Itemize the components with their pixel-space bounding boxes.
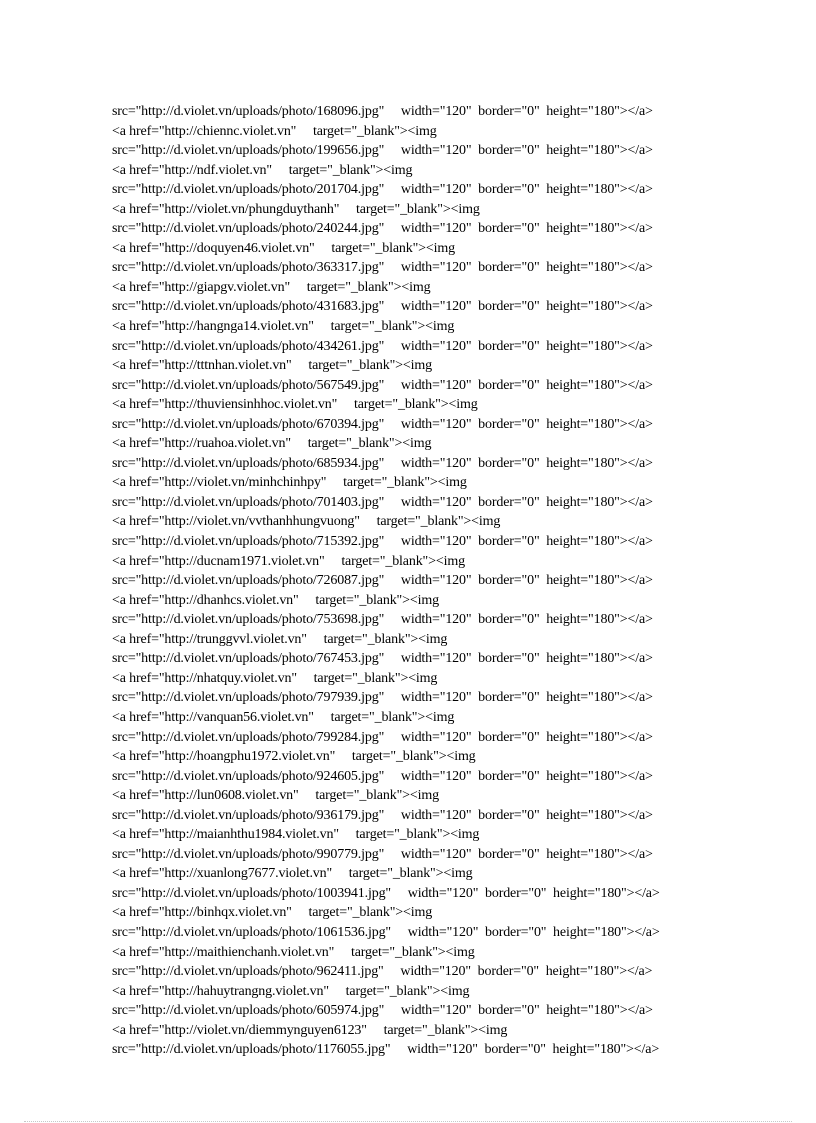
- text-line: <a href="http://hoangphu1972.violet.vn" target="_blank"><img: [112, 749, 476, 765]
- text-line: src="http://d.violet.vn/uploads/photo/797939.jpg" width="120" border="0" height="180"></a>: [112, 690, 653, 706]
- text-line: <a href="http://nhatquy.violet.vn" target="_blank"><img: [112, 670, 438, 686]
- text-line: src="http://d.violet.vn/uploads/photo/962411.jpg" width="120" border="0" height="180"></a>: [112, 964, 653, 980]
- text-line: src="http://d.violet.vn/uploads/photo/670394.jpg" width="120" border="0" height="180"></a>: [112, 416, 653, 432]
- text-line: src="http://d.violet.vn/uploads/photo/936179.jpg" width="120" border="0" height="180"></a>: [112, 807, 653, 823]
- text-line: <a href="http://tttnhan.violet.vn" target="_blank"><img: [112, 358, 432, 374]
- text-line: <a href="http://doquyen46.violet.vn" target="_blank"><img: [112, 240, 455, 256]
- text-line: <a href="http://giapgv.violet.vn" target="_blank"><img: [112, 279, 431, 295]
- text-line: src="http://d.violet.vn/uploads/photo/168096.jpg" width="120" border="0" height="180"></a>: [112, 104, 653, 119]
- text-line: src="http://d.violet.vn/uploads/photo/715392.jpg" width="120" border="0" height="180"></a>: [112, 534, 653, 550]
- text-line: <a href="http://violet.vn/vvthanhhungvuong" target="_blank"><img: [112, 514, 501, 530]
- text-line: src="http://d.violet.vn/uploads/photo/199656.jpg" width="120" border="0" height="180"></a>: [112, 143, 653, 159]
- text-line: src="http://d.violet.vn/uploads/photo/990779.jpg" width="120" border="0" height="180"></a>: [112, 846, 653, 862]
- text-line: <a href="http://violet.vn/phungduythanh" target="_blank"><img: [112, 201, 480, 217]
- text-line: src="http://d.violet.vn/uploads/photo/1003941.jpg" width="120" border="0" height="180"></a>: [112, 885, 660, 901]
- text-line: src="http://d.violet.vn/uploads/photo/701403.jpg" width="120" border="0" height="180"></a>: [112, 494, 653, 510]
- text-line: <a href="http://vanquan56.violet.vn" target="_blank"><img: [112, 709, 455, 725]
- text-line: src="http://d.violet.vn/uploads/photo/1176055.jpg" width="120" border="0" height="180"></a>: [112, 1042, 660, 1058]
- text-line: src="http://d.violet.vn/uploads/photo/1061536.jpg" width="120" border="0" height="180"></a>: [112, 924, 660, 940]
- text-line: <a href="http://ruahoa.violet.vn" target="_blank"><img: [112, 436, 432, 452]
- text-line: <a href="http://ndf.violet.vn" target="_blank"><img: [112, 162, 413, 178]
- text-line: <a href="http://maianhthu1984.violet.vn" target="_blank"><img: [112, 827, 480, 843]
- text-line: <a href="http://dhanhcs.violet.vn" target="_blank"><img: [112, 592, 439, 608]
- text-line: <a href="http://hahuytrangng.violet.vn" target="_blank"><img: [112, 983, 470, 999]
- text-line: src="http://d.violet.vn/uploads/photo/434261.jpg" width="120" border="0" height="180"></a>: [112, 338, 653, 354]
- text-line: src="http://d.violet.vn/uploads/photo/201704.jpg" width="120" border="0" height="180"></a>: [112, 182, 653, 198]
- text-line: src="http://d.violet.vn/uploads/photo/726087.jpg" width="120" border="0" height="180"></a>: [112, 573, 653, 589]
- text-line: <a href="http://lun0608.violet.vn" target="_blank"><img: [112, 788, 439, 804]
- text-line: src="http://d.violet.vn/uploads/photo/767453.jpg" width="120" border="0" height="180"></a>: [112, 651, 653, 667]
- text-line: <a href="http://violet.vn/diemmynguyen6123" target="_blank"><img: [112, 1022, 508, 1038]
- text-line: src="http://d.violet.vn/uploads/photo/431683.jpg" width="120" border="0" height="180"></a>: [112, 299, 653, 315]
- text-line: <a href="http://hangnga14.violet.vn" target="_blank"><img: [112, 319, 455, 335]
- text-line: src="http://d.violet.vn/uploads/photo/363317.jpg" width="120" border="0" height="180"></a>: [112, 260, 653, 276]
- text-line: src="http://d.violet.vn/uploads/photo/924605.jpg" width="120" border="0" height="180"></a>: [112, 768, 653, 784]
- text-line: <a href="http://thuviensinhhoc.violet.vn" target="_blank"><img: [112, 397, 478, 413]
- text-line: src="http://d.violet.vn/uploads/photo/799284.jpg" width="120" border="0" height="180"></a>: [112, 729, 653, 745]
- text-line: <a href="http://maithienchanh.violet.vn" target="_blank"><img: [112, 944, 475, 960]
- text-line: src="http://d.violet.vn/uploads/photo/753698.jpg" width="120" border="0" height="180"></a>: [112, 612, 653, 628]
- text-line: <a href="http://chiennc.violet.vn" target="_blank"><img: [112, 123, 437, 139]
- text-line: src="http://d.violet.vn/uploads/photo/685934.jpg" width="120" border="0" height="180"></a>: [112, 455, 653, 471]
- text-line: <a href="http://violet.vn/minhchinhpy" target="_blank"><img: [112, 475, 467, 491]
- text-line: <a href="http://binhqx.violet.vn" target="_blank"><img: [112, 905, 433, 921]
- text-line: src="http://d.violet.vn/uploads/photo/240244.jpg" width="120" border="0" height="180"></a>: [112, 221, 653, 237]
- text-line: <a href="http://trunggvvl.violet.vn" target="_blank"><img: [112, 631, 448, 647]
- page-bottom-divider: [24, 1121, 792, 1122]
- text-line: <a href="http://xuanlong7677.violet.vn" target="_blank"><img: [112, 866, 473, 882]
- text-line: src="http://d.violet.vn/uploads/photo/567549.jpg" width="120" border="0" height="180"></a>: [112, 377, 653, 393]
- text-line: src="http://d.violet.vn/uploads/photo/605974.jpg" width="120" border="0" height="180"></a>: [112, 1003, 653, 1019]
- code-text-block: [112, 102, 752, 1060]
- text-line: <a href="http://ducnam1971.violet.vn" target="_blank"><img: [112, 553, 465, 569]
